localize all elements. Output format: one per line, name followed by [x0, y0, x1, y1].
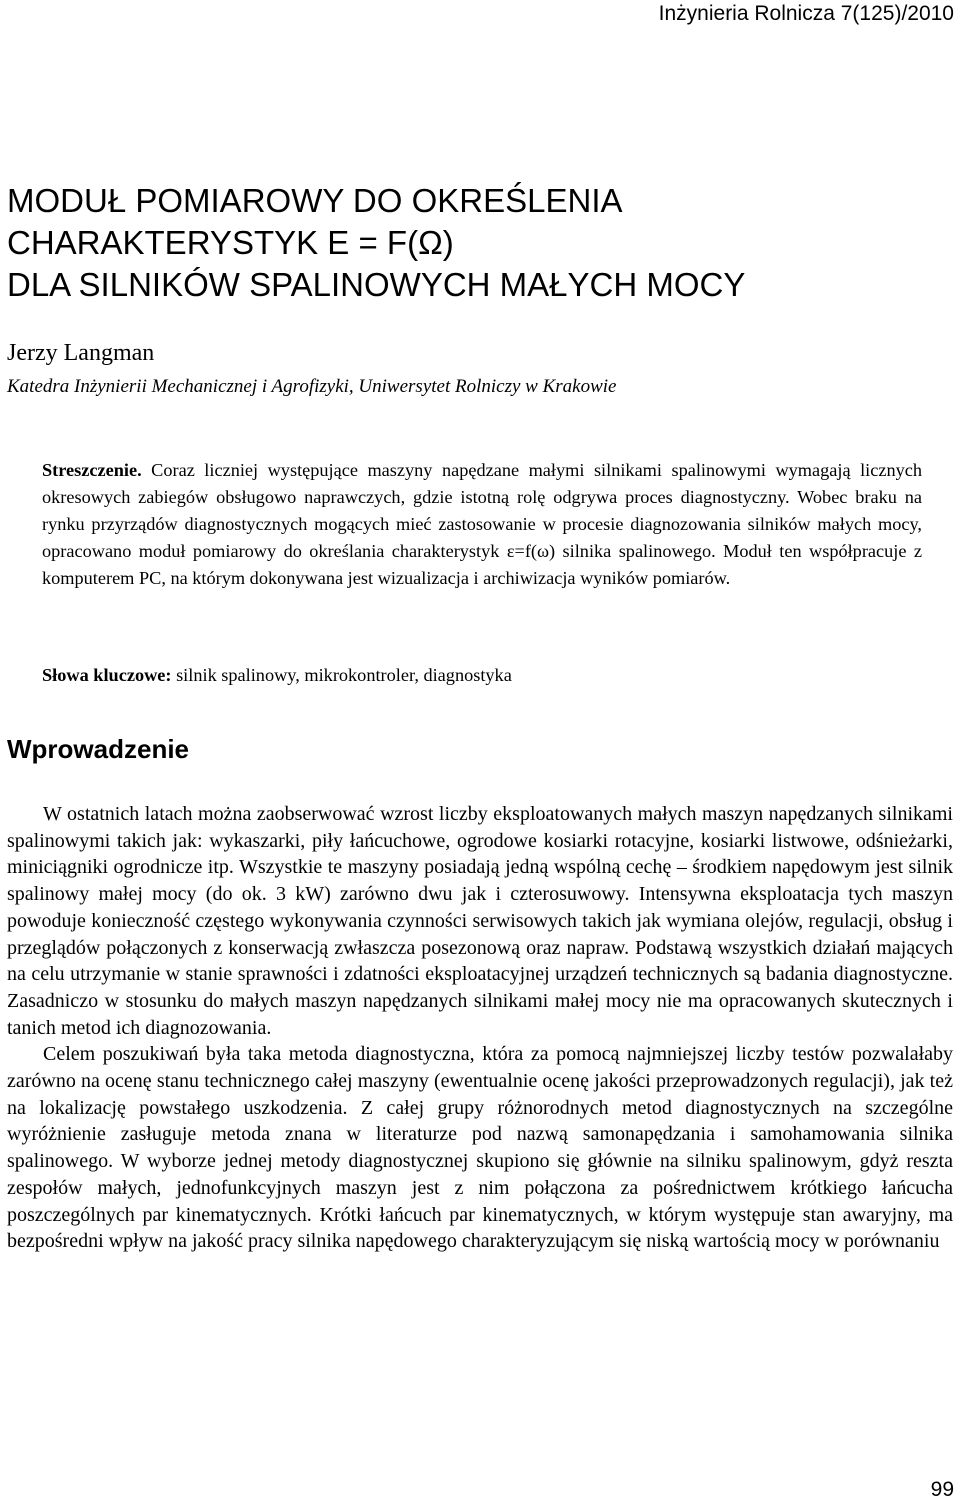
title-line-1: MODUŁ POMIAROWY DO OKREŚLENIA	[7, 182, 623, 219]
page-number: 99	[930, 1478, 954, 1501]
section-body	[7, 801, 953, 1255]
title-line-2: CHARAKTERYSTYK Ε = F(Ω)	[7, 224, 454, 261]
body-paragraph: W ostatnich latach można zaobserwować wzrost liczby eksploatowanych małych maszyn napędzanych silnikami spalinowymi takich jak: wykaszarki, piły łańcuchowe, ogrodowe kosiarki rotacyjne, kosiarki listwowe, odśnieżarki, miniciągniki ogrodnicze itp. Wszystkie te maszyny posiadają jedną wspólną cechę – środkiem napędowym jest silnik spalinowy małej mocy (do ok. 3 kW) zarówno dwu jak i czterosuwowy. Intensywna eksploatacja tych maszyn powoduje konieczność częstego wykonywania czynności serwisowych takich jak wymiana olejów, regulacji, obsług i przeglądów połączonych z konserwacją zwłaszcza posezonową oraz napraw. Podstawą wszystkich działań mających na celu utrzymanie w stanie sprawności i zdatności eksploatacyjnej urządzeń technicznych są badania diagnostyczne. Zasadniczo w stosunku do małych maszyn napędzanych silnikami małej mocy nie ma opracowanych skutecznych i tanich metod ich diagnozowania.	[7, 803, 953, 1039]
keywords-label: Słowa kluczowe:	[42, 665, 172, 685]
keywords-text: silnik spalinowy, mikrokontroler, diagnostyka	[171, 665, 512, 685]
title-line-3: DLA SILNIKÓW SPALINOWYCH MAŁYCH MOCY	[7, 266, 746, 303]
keywords	[42, 662, 922, 689]
abstract	[42, 457, 922, 592]
paper-title	[7, 180, 745, 306]
journal-header: Inżynieria Rolnicza 7(125)/2010	[658, 2, 954, 25]
abstract-label: Streszczenie.	[42, 460, 142, 480]
author-affiliation: Katedra Inżynierii Mechanicznej i Agrofizyki, Uniwersytet Rolniczy w Krakowie	[7, 376, 617, 397]
author-name: Jerzy Langman	[7, 340, 155, 366]
abstract-text: Coraz liczniej występujące maszyny napędzane małymi silnikami spalinowymi wymagają licznych okresowych zabiegów obsługowo naprawczych, gdzie istotną rolę odgrywa proces diagnostyczny. Wobec braku na rynku przyrządów diagnostycznych mogących mieć zastosowanie w procesie diagnozowania silników małych mocy, opracowano moduł pomiarowy do określania charakterystyk ε=f(ω) silnika spalinowego. Moduł ten współpracuje z komputerem PC, na którym dokonywana jest wizualizacja i archiwizacja wyników pomiarów.	[42, 460, 922, 588]
body-paragraph: Celem poszukiwań była taka metoda diagnostyczna, która za pomocą najmniejszej liczby testów pozwalałaby zarówno na ocenę stanu technicznego całej maszyny (ewentualnie ocenę jakości przeprowadzonych regulacji), jak też na lokalizację powstałego uszkodzenia. Z całej grupy różnorodnych metod diagnostycznych na szczególne wyróżnienie zasługuje metoda znana w literaturze pod nazwą samonapędzania i samohamowania silnika spalinowego. W wyborze jednej metody diagnostycznej skupiono się głównie na silniku spalinowym, gdyż reszta zespołów małych, jednofunkcyjnych maszyn jest z nim połączona za pośrednictwem krótkiego łańcucha poszczególnych par kinematycznych. Krótki łańcuch par kinematycznych, w którym występuje stan awaryjny, ma bezpośredni wpływ na jakość pracy silnika napędowego charakteryzującym się niską wartością mocy w porównaniu	[7, 1043, 953, 1253]
section-heading: Wprowadzenie	[7, 734, 190, 764]
